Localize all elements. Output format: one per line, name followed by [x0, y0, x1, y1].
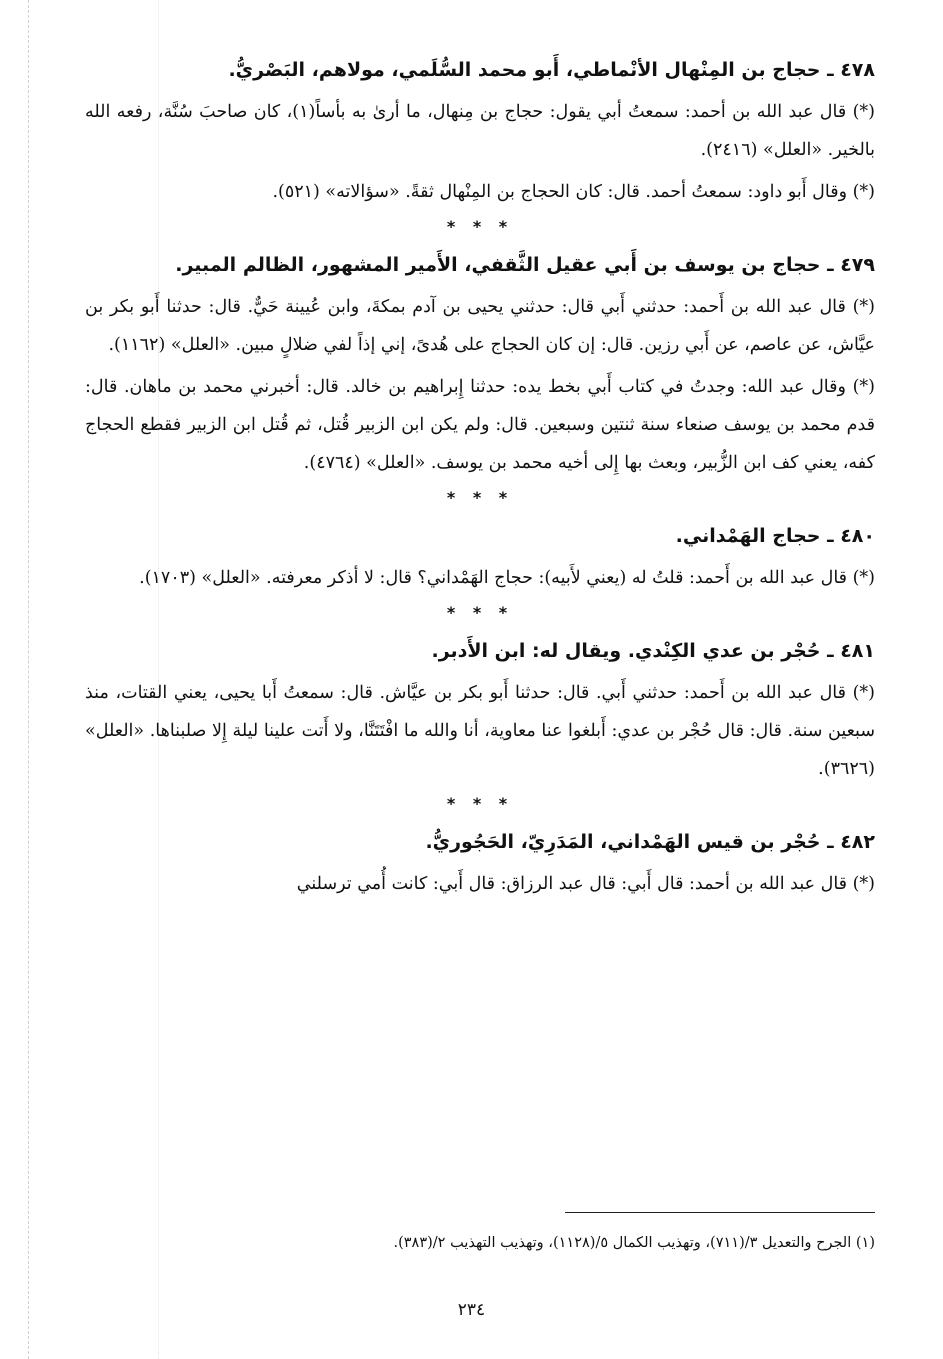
- entry-heading: ٤٨١ ـ حُجْر بن عدي الكِنْدي. ويقال له: ابن الأَدبر.: [431, 640, 875, 662]
- section-separator: * * *: [446, 794, 514, 813]
- entry-paragraph: (*) قال عبد الله بن أَحمد: حدثني أَبي قال: حدثني يحيى بن آدم بمكةَ، وابن عُيينة حَيٌّ. قال: حدثنا أَبو بكر بن عيَّاش، عن عاصم، عن أَبي رزين. قال: إن كان الحجاج على هُدىً، إني إذاً لفي ضلالٍ مبين. «العلل» (١١٦٢).: [85, 297, 875, 355]
- page-body: [85, 55, 875, 907]
- footnote-divider: [565, 1212, 875, 1213]
- entry-481: [85, 636, 875, 788]
- page-number: ٢٣٤: [457, 1300, 486, 1320]
- entry-heading: ٤٨٠ ـ حجاج الهَمْداني.: [675, 525, 875, 547]
- entry-paragraph: (*) قال عبد الله بن أَحمد: قلتُ له (يعني لأَبيه): حجاج الهَمْداني؟ قال: لا أذكر معرفته. «العلل» (١٧٠٣).: [139, 568, 875, 588]
- entry-paragraph: (*) قال عبد الله بن أحمد: سمعتُ أبي يقول: حجاج بن مِنهال، ما أرىٰ به بأساً(١)، كان صاحبَ سُنَّة، رفعه الله بالخير. «العلل» (٢٤١٦).: [85, 102, 875, 160]
- entry-482: [85, 827, 875, 903]
- entry-paragraph: (*) قال عبد الله بن أحمد: قال أَبي: قال عبد الرزاق: قال أَبي: كانت أُمي ترسلني: [296, 874, 875, 894]
- footnote: (١) الجرح والتعديل ٣/(٧١١)، وتهذيب الكمال ٥/(١١٢٨)، وتهذيب التهذيب ٢/(٣٨٣).: [393, 1235, 875, 1251]
- entry-479: [85, 250, 875, 482]
- section-separator: * * *: [446, 217, 514, 236]
- entry-heading: ٤٧٩ ـ حجاج بن يوسف بن أَبي عقيل الثَّقفي، الأَمير المشهور، الظالم المبير.: [175, 254, 875, 276]
- entry-paragraph: (*) وقال أَبو داود: سمعتُ أحمد. قال: كان الحجاج بن المِنْهال ثقةً. «سؤالاته» (٥٢١).: [272, 182, 875, 202]
- entry-paragraph: (*) وقال عبد الله: وجدتُ في كتاب أَبي بخط يده: حدثنا إِبراهيم بن خالد. قال: أخبرني محمد بن ماهان. قال: قدم محمد بن يوسف صنعاء سنة ثنتين وسبعين. قال: ولم يكن ابن الزبير قُتل، ثم قُتل ابن الزبير فقطع الحجاج كفه، يعني كف ابن الزُّبير، وبعث بها إِلى أخيه محمد بن يوسف. «العلل» (٤٧٦٤).: [85, 377, 875, 473]
- section-separator: * * *: [446, 603, 514, 622]
- entry-heading: ٤٧٨ ـ حجاج بن المِنْهال الأنْماطي، أَبو محمد السُّلَمي، مولاهم، البَصْريُّ.: [228, 59, 875, 81]
- entry-heading: ٤٨٢ ـ حُجْر بن قيس الهَمْداني، المَدَرِيّ، الحَجُوريُّ.: [425, 831, 875, 853]
- section-separator: * * *: [446, 488, 514, 507]
- entry-478: [85, 55, 875, 211]
- entry-paragraph: (*) قال عبد الله بن أَحمد: حدثني أَبي. قال: حدثنا أَبو بكر بن عيَّاش. قال: سمعتُ أَبا يحيى، يعني القتات، منذ سبعين سنة. قال: قال حُجْر بن عدي: أَبلغوا عنا معاوية، أنا والله ما افْتَتَنَّا، ولا أَتت علينا ليلة إِلا صلبناها. «العلل» (٣٦٢٦).: [85, 683, 875, 779]
- entry-480: [85, 521, 875, 597]
- page-edge-line: [28, 0, 29, 1359]
